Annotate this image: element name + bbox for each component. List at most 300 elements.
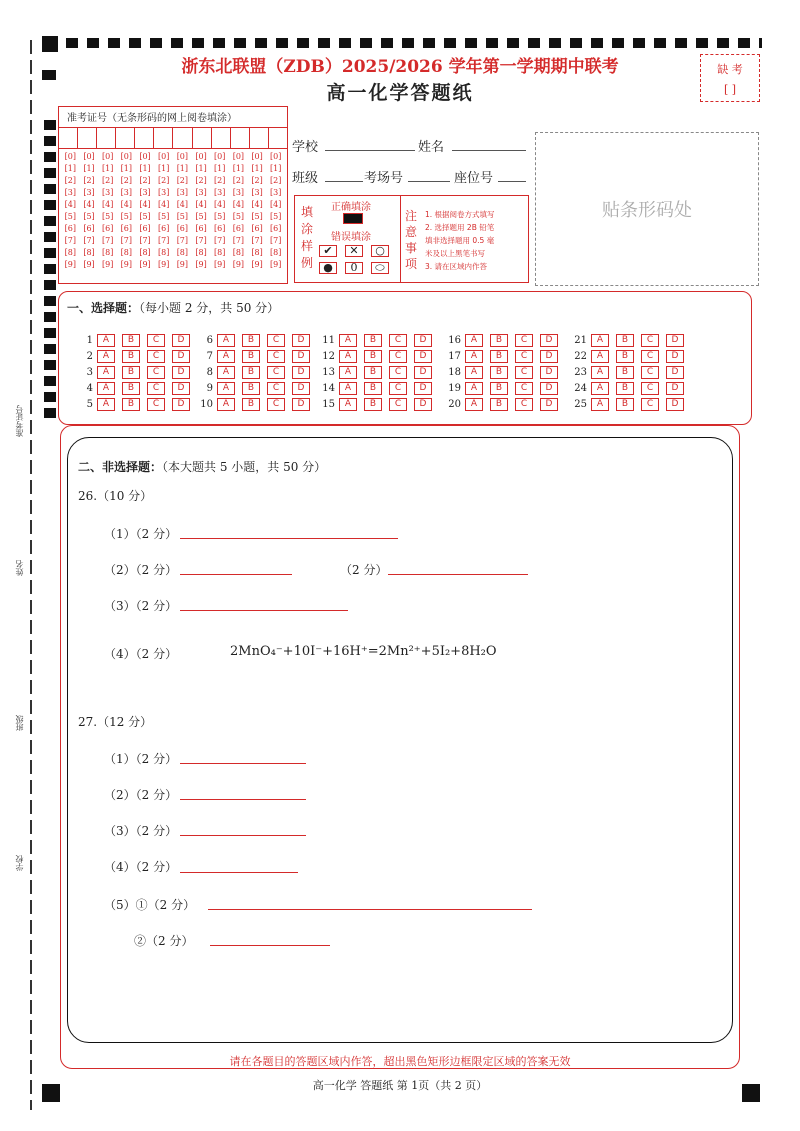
choice-question xyxy=(79,366,197,379)
q26-head: 26.（10 分） xyxy=(78,489,153,503)
id-digit-bubble[interactable]: [4] xyxy=(120,200,133,209)
id-digit-bubble[interactable]: [6] xyxy=(102,224,114,233)
option-bubble-a[interactable]: A xyxy=(97,350,115,363)
question-number: 22 xyxy=(574,351,587,362)
id-digit-bubble[interactable]: [8] xyxy=(195,248,207,257)
absent-label: 缺 考 xyxy=(717,63,743,76)
id-digit-bubble[interactable]: [7] xyxy=(158,236,170,245)
id-digit-bubble[interactable]: [1] xyxy=(102,164,114,173)
boundary-warning: 请在各题目的答题区域内作答，超出黑色矩形边框限定区域的答案无效 xyxy=(229,1055,571,1068)
id-digit-bubble[interactable]: [3] xyxy=(120,188,133,197)
option-bubble-b[interactable]: B xyxy=(616,382,634,395)
id-digit-bubble[interactable]: [5] xyxy=(270,212,282,221)
q27-2-answer[interactable] xyxy=(180,799,306,800)
q26-2b-label: （2 分） xyxy=(340,563,388,577)
id-digit-bubble[interactable]: [2] xyxy=(139,176,151,185)
q26-3-answer[interactable] xyxy=(180,610,348,611)
question-number: 3 xyxy=(86,367,93,378)
id-column[interactable] xyxy=(98,151,117,271)
id-digit-bubble[interactable]: [8] xyxy=(251,248,263,257)
id-panel xyxy=(58,106,288,284)
class-field[interactable] xyxy=(325,181,363,182)
id-digit-bubble[interactable]: [6] xyxy=(232,224,245,233)
absent-box[interactable] xyxy=(700,54,760,102)
id-digit-bubble[interactable]: [1] xyxy=(251,164,263,173)
id-digit-bubble[interactable]: [9] xyxy=(102,260,114,269)
option-bubble-c[interactable]: C xyxy=(147,350,165,363)
id-digit-bubble[interactable]: [6] xyxy=(251,224,263,233)
id-digit-bubble[interactable]: [2] xyxy=(176,176,189,185)
option-bubble-c[interactable]: C xyxy=(389,366,407,379)
id-digit-bubble[interactable]: [6] xyxy=(270,224,282,233)
fill-sample-box xyxy=(294,195,401,283)
id-digit-bubble[interactable]: [3] xyxy=(195,188,207,197)
id-digit-bubble[interactable]: [3] xyxy=(270,188,282,197)
choice-question xyxy=(199,382,317,395)
id-digit-bubble[interactable]: [0] xyxy=(176,152,189,161)
option-bubble-d[interactable]: D xyxy=(172,398,190,411)
id-digit-bubble[interactable]: [0] xyxy=(158,152,170,161)
id-digit-bubble[interactable]: [2] xyxy=(120,176,133,185)
id-digit-bubble[interactable]: [0] xyxy=(83,152,95,161)
id-column[interactable] xyxy=(136,151,155,271)
q27-5a-answer[interactable] xyxy=(208,909,532,910)
id-digit-bubble[interactable]: [2] xyxy=(83,176,95,185)
id-digit-bubble[interactable]: [9] xyxy=(214,260,226,269)
id-digit-bubble[interactable]: [1] xyxy=(120,164,133,173)
barcode-area[interactable] xyxy=(535,132,759,286)
option-bubble-b[interactable]: B xyxy=(242,382,260,395)
barcode-label: 贴条形码处 xyxy=(602,200,692,221)
id-column[interactable] xyxy=(117,151,136,271)
id-digit-bubble[interactable]: [2] xyxy=(214,176,226,185)
option-bubble-c[interactable]: C xyxy=(147,366,165,379)
question-number: 1 xyxy=(86,335,93,346)
id-digit-bubble[interactable]: [8] xyxy=(120,248,133,257)
q27-5b-answer[interactable] xyxy=(210,945,330,946)
id-digit-bubble[interactable]: [5] xyxy=(102,212,114,221)
id-digit-bubble[interactable]: [5] xyxy=(232,212,245,221)
id-digit-bubble[interactable]: [9] xyxy=(195,260,207,269)
question-number: 7 xyxy=(206,351,213,362)
side-label-school: 学校 xyxy=(15,855,24,871)
id-digit-bubble[interactable]: [3] xyxy=(102,188,114,197)
id-digit-bubble[interactable]: [7] xyxy=(120,236,133,245)
option-bubble-d[interactable]: D xyxy=(540,398,558,411)
id-digit-bubble[interactable]: [2] xyxy=(270,176,282,185)
q27-1-answer[interactable] xyxy=(180,763,306,764)
sheet-title: 高一化学答题纸 xyxy=(326,82,474,104)
id-column[interactable] xyxy=(210,151,229,271)
option-bubble-a[interactable]: A xyxy=(465,350,483,363)
id-digit-bubble[interactable]: [7] xyxy=(270,236,282,245)
id-digit-bubble[interactable]: [6] xyxy=(214,224,226,233)
id-digit-bubble[interactable]: [2] xyxy=(195,176,207,185)
id-digit-bubble[interactable]: [9] xyxy=(120,260,133,269)
question-number: 5 xyxy=(86,399,93,410)
notes-box xyxy=(400,195,529,283)
option-bubble-a[interactable]: A xyxy=(339,398,357,411)
option-bubble-a[interactable]: A xyxy=(97,334,115,347)
id-digit-bubble[interactable]: [2] xyxy=(102,176,114,185)
question-number: 15 xyxy=(322,399,335,410)
option-bubble-b[interactable]: B xyxy=(616,366,634,379)
option-bubble-a[interactable]: A xyxy=(591,334,609,347)
id-digit-bubble[interactable]: [8] xyxy=(139,248,151,257)
option-bubble-d[interactable]: D xyxy=(292,398,310,411)
option-bubble-c[interactable]: C xyxy=(147,398,165,411)
id-digit-bubble[interactable]: [6] xyxy=(195,224,207,233)
id-digit-bubble[interactable]: [0] xyxy=(270,152,282,161)
id-digit-bubble[interactable]: [1] xyxy=(270,164,282,173)
side-timing-marks xyxy=(44,120,56,420)
id-digit-bubble[interactable]: [4] xyxy=(83,200,95,209)
id-column[interactable] xyxy=(229,151,248,271)
id-digit-bubble[interactable]: [7] xyxy=(64,236,76,245)
option-bubble-a[interactable]: A xyxy=(465,382,483,395)
option-bubble-a[interactable]: A xyxy=(217,382,235,395)
id-digit-bubble[interactable]: [5] xyxy=(139,212,151,221)
school-field[interactable] xyxy=(325,150,415,151)
option-bubble-c[interactable]: C xyxy=(641,382,659,395)
id-digit-bubble[interactable]: [0] xyxy=(195,152,207,161)
question-number: 13 xyxy=(322,367,335,378)
id-digit-bubble[interactable]: [1] xyxy=(214,164,226,173)
question-number: 21 xyxy=(574,335,587,346)
id-digit-bubble[interactable]: [3] xyxy=(214,188,226,197)
choice-question xyxy=(447,382,565,395)
id-digit-bubble[interactable]: [5] xyxy=(120,212,133,221)
q27-3-label: （3）（2 分） xyxy=(104,824,178,838)
id-digit-bubble[interactable]: [8] xyxy=(176,248,189,257)
option-bubble-b[interactable]: B xyxy=(364,366,382,379)
option-bubble-d[interactable]: D xyxy=(292,382,310,395)
option-bubble-b[interactable]: B xyxy=(490,398,508,411)
id-digit-bubble[interactable]: [8] xyxy=(64,248,76,257)
choice-question xyxy=(79,334,197,347)
id-column[interactable] xyxy=(61,151,80,271)
option-bubble-d[interactable]: D xyxy=(292,334,310,347)
option-bubble-b[interactable]: B xyxy=(490,350,508,363)
option-bubble-c[interactable]: C xyxy=(641,350,659,363)
id-digit-bubble[interactable]: [4] xyxy=(64,200,76,209)
id-digit-bubble[interactable]: [0] xyxy=(214,152,226,161)
choice-question xyxy=(199,398,317,411)
id-digit-bubble[interactable]: [5] xyxy=(195,212,207,221)
choice-question xyxy=(79,350,197,363)
question-number: 16 xyxy=(448,335,461,346)
q27-5b-label: ②（2 分） xyxy=(134,934,194,948)
option-bubble-c[interactable]: C xyxy=(147,334,165,347)
id-digit-bubble[interactable]: [3] xyxy=(176,188,189,197)
option-bubble-d[interactable]: D xyxy=(540,366,558,379)
option-bubble-c[interactable]: C xyxy=(515,382,533,395)
side-label-name: 姓名 xyxy=(15,560,24,576)
option-bubble-a[interactable]: A xyxy=(97,366,115,379)
option-bubble-b[interactable]: B xyxy=(242,350,260,363)
id-digit-bubble[interactable]: [4] xyxy=(195,200,207,209)
id-digit-bubble[interactable]: [8] xyxy=(232,248,245,257)
option-bubble-d[interactable]: D xyxy=(540,334,558,347)
id-digit-bubble[interactable]: [1] xyxy=(176,164,189,173)
option-bubble-b[interactable]: B xyxy=(364,398,382,411)
option-bubble-b[interactable]: B xyxy=(364,382,382,395)
id-digit-bubble[interactable]: [3] xyxy=(232,188,245,197)
option-bubble-c[interactable]: C xyxy=(267,350,285,363)
option-bubble-a[interactable]: A xyxy=(465,366,483,379)
question-number: 18 xyxy=(448,367,461,378)
option-bubble-a[interactable]: A xyxy=(591,366,609,379)
option-bubble-d[interactable]: D xyxy=(172,334,190,347)
option-bubble-c[interactable]: C xyxy=(515,350,533,363)
id-digit-bubble[interactable]: [9] xyxy=(176,260,189,269)
id-digit-bubble[interactable]: [9] xyxy=(158,260,170,269)
id-digit-bubble[interactable]: [4] xyxy=(270,200,282,209)
option-bubble-a[interactable]: A xyxy=(217,350,235,363)
option-bubble-a[interactable]: A xyxy=(217,398,235,411)
class-label: 班级 xyxy=(292,171,319,186)
id-digit-bubble[interactable]: [9] xyxy=(232,260,245,269)
option-bubble-a[interactable]: A xyxy=(591,350,609,363)
id-digit-bubble[interactable]: [0] xyxy=(64,152,76,161)
option-bubble-a[interactable]: A xyxy=(591,398,609,411)
q26-2b-answer[interactable] xyxy=(388,574,528,575)
id-digit-bubble[interactable]: [6] xyxy=(139,224,151,233)
id-digit-bubble[interactable]: [8] xyxy=(102,248,114,257)
option-bubble-a[interactable]: A xyxy=(339,382,357,395)
option-bubble-d[interactable]: D xyxy=(414,350,432,363)
option-bubble-c[interactable]: C xyxy=(515,398,533,411)
id-digit-bubble[interactable]: [8] xyxy=(214,248,226,257)
option-bubble-c[interactable]: C xyxy=(515,334,533,347)
id-digit-bubble[interactable]: [3] xyxy=(139,188,151,197)
id-bubble-grid[interactable] xyxy=(59,149,287,273)
id-digit-bubble[interactable]: [4] xyxy=(214,200,226,209)
id-digit-bubble[interactable]: [7] xyxy=(176,236,189,245)
option-bubble-d[interactable]: D xyxy=(172,382,190,395)
q26-2-answer[interactable] xyxy=(180,574,292,575)
option-bubble-d[interactable]: D xyxy=(540,350,558,363)
option-bubble-a[interactable]: A xyxy=(339,334,357,347)
option-bubble-d[interactable]: D xyxy=(292,350,310,363)
option-bubble-c[interactable]: C xyxy=(389,334,407,347)
question-number: 10 xyxy=(200,399,213,410)
id-digit-bubble[interactable]: [1] xyxy=(83,164,95,173)
id-digit-bubble[interactable]: [6] xyxy=(158,224,170,233)
id-digit-bubble[interactable]: [7] xyxy=(251,236,263,245)
option-bubble-c[interactable]: C xyxy=(389,382,407,395)
id-digit-bubble[interactable]: [9] xyxy=(83,260,95,269)
id-digit-bubble[interactable]: [7] xyxy=(139,236,151,245)
q27-4-answer[interactable] xyxy=(180,872,298,873)
option-bubble-d[interactable]: D xyxy=(172,350,190,363)
option-bubble-b[interactable]: B xyxy=(616,350,634,363)
id-digit-bubble[interactable]: [6] xyxy=(64,224,76,233)
option-bubble-b[interactable]: B xyxy=(242,334,260,347)
id-digit-bubble[interactable]: [0] xyxy=(251,152,263,161)
option-bubble-a[interactable]: A xyxy=(339,366,357,379)
option-bubble-b[interactable]: B xyxy=(364,350,382,363)
option-bubble-d[interactable]: D xyxy=(666,334,684,347)
option-bubble-d[interactable]: D xyxy=(414,382,432,395)
option-bubble-b[interactable]: B xyxy=(122,382,140,395)
option-bubble-b[interactable]: B xyxy=(122,366,140,379)
option-bubble-c[interactable]: C xyxy=(389,398,407,411)
wrong-label: 错误填涂 xyxy=(331,232,371,243)
id-column[interactable] xyxy=(80,151,99,271)
id-digit-bubble[interactable]: [3] xyxy=(251,188,263,197)
option-bubble-b[interactable]: B xyxy=(122,398,140,411)
id-digit-bubble[interactable]: [2] xyxy=(251,176,263,185)
id-digit-bubble[interactable]: [8] xyxy=(158,248,170,257)
id-column[interactable] xyxy=(173,151,192,271)
id-digit-bubble[interactable]: [7] xyxy=(83,236,95,245)
id-digit-bubble[interactable]: [5] xyxy=(64,212,76,221)
id-digit-bubble[interactable]: [8] xyxy=(83,248,95,257)
id-digit-bubble[interactable]: [1] xyxy=(64,164,76,173)
room-field[interactable] xyxy=(408,181,450,182)
option-bubble-b[interactable]: B xyxy=(616,398,634,411)
id-digit-bubble[interactable]: [4] xyxy=(158,200,170,209)
id-digit-bubble[interactable]: [6] xyxy=(120,224,133,233)
id-digit-bubble[interactable]: [1] xyxy=(232,164,245,173)
id-digit-bubble[interactable]: [4] xyxy=(102,200,114,209)
id-digit-bubble[interactable]: [0] xyxy=(120,152,133,161)
q26-1-answer[interactable] xyxy=(180,538,398,539)
id-digit-bubble[interactable]: [7] xyxy=(195,236,207,245)
id-column[interactable] xyxy=(248,151,267,271)
option-bubble-d[interactable]: D xyxy=(666,350,684,363)
option-bubble-b[interactable]: B xyxy=(490,382,508,395)
option-bubble-b[interactable]: B xyxy=(364,334,382,347)
id-digit-bubble[interactable]: [1] xyxy=(195,164,207,173)
id-digit-bubble[interactable]: [5] xyxy=(214,212,226,221)
option-bubble-d[interactable]: D xyxy=(172,366,190,379)
seat-label: 座位号 xyxy=(454,171,494,186)
option-bubble-c[interactable]: C xyxy=(267,398,285,411)
question-number: 14 xyxy=(322,383,335,394)
id-digit-bubble[interactable]: [5] xyxy=(251,212,263,221)
id-column[interactable] xyxy=(192,151,211,271)
option-bubble-a[interactable]: A xyxy=(217,334,235,347)
question-number: 12 xyxy=(322,351,335,362)
seat-field[interactable] xyxy=(498,181,526,182)
id-panel-title: 准考证号（无条形码的网上阅卷填涂） xyxy=(59,107,287,128)
wrong-samples: ✔ ✕ ○ ● 0 ⬭ xyxy=(319,244,389,274)
id-digit-bubble[interactable]: [5] xyxy=(176,212,189,221)
option-bubble-c[interactable]: C xyxy=(267,334,285,347)
id-digit-bubble[interactable]: [7] xyxy=(232,236,245,245)
q26-3-label: （3）（2 分） xyxy=(104,599,178,613)
id-digit-bubble[interactable]: [0] xyxy=(102,152,114,161)
id-digit-bubble[interactable]: [2] xyxy=(232,176,245,185)
id-digit-bubble[interactable]: [0] xyxy=(232,152,245,161)
option-bubble-d[interactable]: D xyxy=(540,382,558,395)
choice-question xyxy=(321,366,439,379)
choice-question xyxy=(447,334,565,347)
absent-bubble[interactable]: [ ] xyxy=(723,83,737,96)
option-bubble-c[interactable]: C xyxy=(267,382,285,395)
corner-mark-tl xyxy=(42,36,58,52)
option-bubble-c[interactable]: C xyxy=(515,366,533,379)
id-column[interactable] xyxy=(154,151,173,271)
option-bubble-b[interactable]: B xyxy=(490,366,508,379)
name-field[interactable] xyxy=(452,150,526,151)
id-digit-bubble[interactable]: [0] xyxy=(139,152,151,161)
choice-question xyxy=(573,398,691,411)
id-digit-bubble[interactable]: [4] xyxy=(139,200,151,209)
option-bubble-c[interactable]: C xyxy=(389,350,407,363)
id-digit-bubble[interactable]: [9] xyxy=(251,260,263,269)
id-digit-bubble[interactable]: [9] xyxy=(64,260,76,269)
option-bubble-c[interactable]: C xyxy=(641,398,659,411)
id-digit-bubble[interactable]: [8] xyxy=(270,248,282,257)
option-bubble-b[interactable]: B xyxy=(122,350,140,363)
choice-question xyxy=(573,382,691,395)
option-bubble-a[interactable]: A xyxy=(217,366,235,379)
option-bubble-d[interactable]: D xyxy=(666,366,684,379)
id-write-row[interactable] xyxy=(59,128,287,149)
id-digit-bubble[interactable]: [6] xyxy=(83,224,95,233)
id-digit-bubble[interactable]: [6] xyxy=(176,224,189,233)
option-bubble-b[interactable]: B xyxy=(490,334,508,347)
id-digit-bubble[interactable]: [2] xyxy=(64,176,76,185)
id-digit-bubble[interactable]: [5] xyxy=(158,212,170,221)
option-bubble-a[interactable]: A xyxy=(339,350,357,363)
page-footer: 高一化学 答题纸 第 1页（共 2 页） xyxy=(312,1079,488,1092)
option-bubble-c[interactable]: C xyxy=(267,366,285,379)
option-bubble-a[interactable]: A xyxy=(465,398,483,411)
id-digit-bubble[interactable]: [9] xyxy=(139,260,151,269)
option-bubble-b[interactable]: B xyxy=(242,398,260,411)
q27-3-answer[interactable] xyxy=(180,835,306,836)
id-digit-bubble[interactable]: [4] xyxy=(232,200,245,209)
id-digit-bubble[interactable]: [9] xyxy=(270,260,282,269)
id-digit-bubble[interactable]: [3] xyxy=(64,188,76,197)
option-bubble-d[interactable]: D xyxy=(414,334,432,347)
id-digit-bubble[interactable]: [7] xyxy=(102,236,114,245)
question-number: 17 xyxy=(448,351,461,362)
id-digit-bubble[interactable]: [2] xyxy=(158,176,170,185)
choice-section-header: 一、选择题：（每小题 2 分，共 50 分） xyxy=(67,301,280,315)
id-digit-bubble[interactable]: [4] xyxy=(251,200,263,209)
option-bubble-d[interactable]: D xyxy=(292,366,310,379)
option-bubble-b[interactable]: B xyxy=(616,334,634,347)
option-bubble-a[interactable]: A xyxy=(465,334,483,347)
id-digit-bubble[interactable]: [4] xyxy=(176,200,189,209)
id-digit-bubble[interactable]: [1] xyxy=(139,164,151,173)
id-digit-bubble[interactable]: [3] xyxy=(158,188,170,197)
id-digit-bubble[interactable]: [7] xyxy=(214,236,226,245)
option-bubble-a[interactable]: A xyxy=(97,398,115,411)
id-digit-bubble[interactable]: [3] xyxy=(83,188,95,197)
option-bubble-c[interactable]: C xyxy=(641,334,659,347)
option-bubble-d[interactable]: D xyxy=(666,382,684,395)
id-digit-bubble[interactable]: [5] xyxy=(83,212,95,221)
option-bubble-a[interactable]: A xyxy=(97,382,115,395)
option-bubble-c[interactable]: C xyxy=(641,366,659,379)
option-bubble-c[interactable]: C xyxy=(147,382,165,395)
option-bubble-d[interactable]: D xyxy=(666,398,684,411)
id-column[interactable] xyxy=(266,151,285,271)
option-bubble-d[interactable]: D xyxy=(414,398,432,411)
option-bubble-b[interactable]: B xyxy=(242,366,260,379)
option-bubble-b[interactable]: B xyxy=(122,334,140,347)
option-bubble-a[interactable]: A xyxy=(591,382,609,395)
option-bubble-d[interactable]: D xyxy=(414,366,432,379)
q26-4-label: （4）（2 分） xyxy=(104,647,178,661)
id-digit-bubble[interactable]: [1] xyxy=(158,164,170,173)
